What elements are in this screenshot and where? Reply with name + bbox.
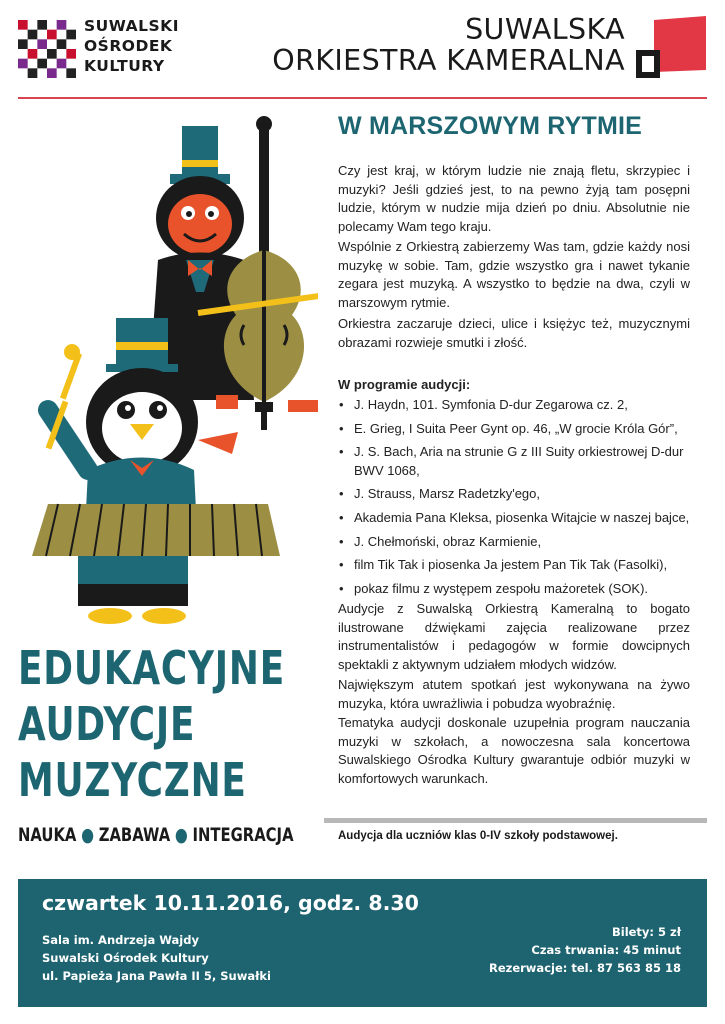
event-venue <box>42 931 271 985</box>
venue-line: Sala im. Andrzeja Wajdy <box>42 933 199 947</box>
description-paragraph: Największym atutem spotkań jest wykonywana na żywo muzyka, która uwrażliwia i pobudza wyobraźnię. <box>338 677 690 711</box>
program-item: • film Tik Tak i piosenka Ja jestem Pan Tik Tak (Fasolki), <box>338 556 690 575</box>
intro-paragraph: Czy jest kraj, w którym ludzie nie znają fletu, skrzypiec i muzyki? Jeśli gdzieś jest, to na pewno żyją tam posępni ludzie, którym w nudzie mija dzień po dniu. Absolutnie nie polecamy Wam tego kraju. <box>338 163 690 234</box>
info-line: Czas trwania: 45 minut <box>531 943 681 957</box>
orchestra-logo-icon <box>630 16 708 82</box>
venue-line: Suwalski Ośrodek Kultury <box>42 951 209 965</box>
audience-divider <box>324 818 707 823</box>
headline-line: MUZYCZNE <box>18 753 247 807</box>
program-heading: W programie audycji: <box>338 377 471 392</box>
bullet-dot-icon: ● <box>81 824 95 846</box>
program-list <box>338 396 690 603</box>
description-paragraph: Audycje z Suwalską Orkiestrą Kameralną to bogato ilustrowane dźwiękami zajęcia realizowane przez instrumentalistów i pedagogów w formie dowcipnych spektakli z aktywnym udziałem młodych widzów. <box>338 601 690 672</box>
event-date: czwartek 10.11.2016, godz. 8.30 <box>42 891 419 915</box>
logo-line: OŚRODEK <box>84 37 173 55</box>
event-ticket-info <box>489 923 681 977</box>
bullet-dot-icon: ● <box>174 824 188 846</box>
info-line: Bilety: 5 zł <box>611 925 681 939</box>
program-item: • J. Haydn, 101. Symfonia D-dur Zegarowa cz. 2, <box>338 396 690 415</box>
header-divider <box>18 97 707 99</box>
sok-logo-icon <box>18 20 76 78</box>
program-item: • J. Chełmoński, obraz Karmienie, <box>338 533 690 552</box>
tagline <box>18 824 294 846</box>
tagline-word: INTEGRACJA <box>192 824 294 846</box>
audience-note: Audycja dla uczniów klas 0-IV szkoły podstawowej. <box>338 830 618 842</box>
sok-logo-text <box>84 16 179 76</box>
orchestra-line: SUWALSKA <box>465 13 625 46</box>
program-item: • pokaz filmu z występem zespołu mażoretek (SOK). <box>338 580 690 599</box>
program-item: • J. S. Bach, Aria na strunie G z III Suity orkiestrowej D-dur BWV 1068, <box>338 443 690 480</box>
description-paragraph: Tematyka audycji doskonale uzupełnia program nauczania muzyki w szkołach, a nowoczesna sala koncertowa Suwalskiego Ośrodka Kultury gwarantuje odbiór muzyki w komfortowych warunkach. <box>338 715 690 786</box>
musicians-illustration <box>18 110 318 630</box>
program-item: • J. Strauss, Marsz Radetzky'ego, <box>338 485 690 504</box>
logo-line: SUWALSKI <box>84 17 179 35</box>
logo-line: KULTURY <box>84 57 165 75</box>
headline-line: AUDYCJE <box>18 697 196 751</box>
program-item: • E. Grieg, I Suita Peer Gynt op. 46, „W grocie Króla Gór”, <box>338 420 690 439</box>
venue-line: ul. Papieża Jana Pawła II 5, Suwałki <box>42 969 271 983</box>
intro-paragraph: Orkiestra zaczaruje dzieci, ulice i księżyc też, muzycznymi obrazami rozwieje smutki i złość. <box>338 316 690 350</box>
headline <box>18 640 286 808</box>
program-item: • Akademia Pana Kleksa, piosenka Witajcie w naszej bajce, <box>338 509 690 528</box>
info-line: Rezerwacje: tel. 87 563 85 18 <box>488 961 681 975</box>
tagline-word: NAUKA <box>18 824 77 846</box>
intro-paragraph: Wspólnie z Orkiestrą zabierzemy Was tam, gdzie każdy nosi muzykę w sobie. Tam, gdzie wszystko gra i nawet tykanie zegara jest muzyką. A wszystko to będzie na dwa, czyli w marszowym rytmie. <box>338 239 690 310</box>
section-title: W MARSZOWYM RYTMIE <box>338 112 643 140</box>
event-info-band <box>18 879 707 1007</box>
orchestra-line: ORKIESTRA KAMERALNA <box>272 44 625 77</box>
orchestra-title <box>245 14 625 76</box>
tagline-word: ZABAWA <box>98 824 171 846</box>
headline-line: EDUKACYJNE <box>18 641 286 695</box>
